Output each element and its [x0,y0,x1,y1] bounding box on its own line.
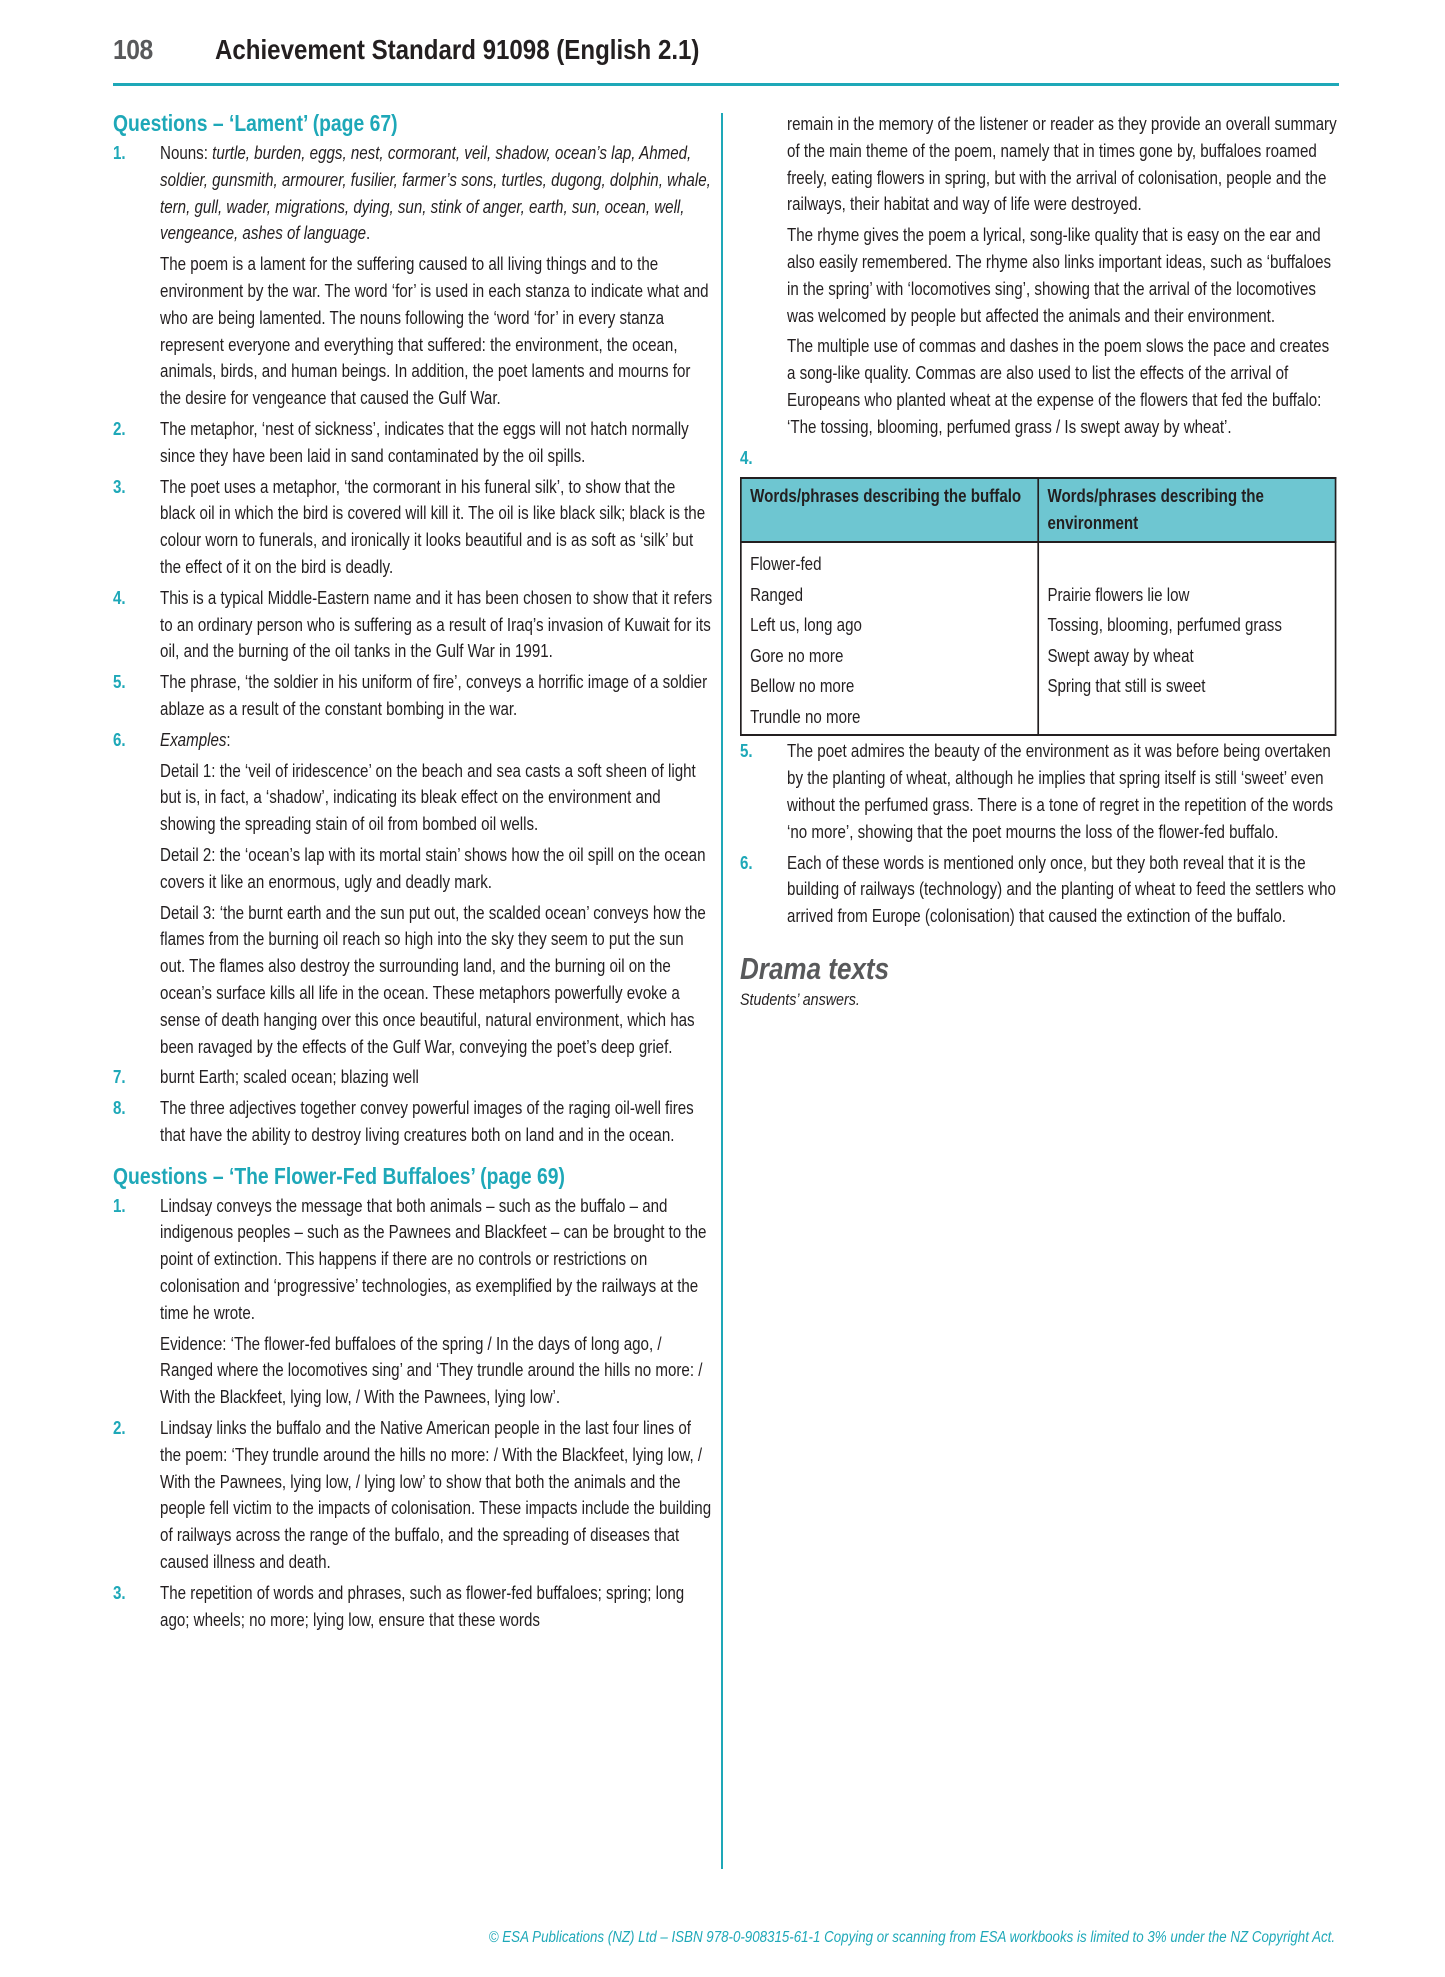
table-entry [1047,549,1326,580]
answer-text: The phrase, ‘the soldier in his uniform of fire’, conveys a horrific image of a soldier ablaze as a result of the constant bombing in the war. [160,672,708,719]
copyright-footer: © ESA Publications (NZ) Ltd – ISBN 978-0-908315-61-1 Copying or scanning from ESA workbooks is limited to 3% under the NZ Copyright Act. [488,1929,1335,1946]
section-title-drama: Drama texts [740,950,890,986]
lament-answer-6 [113,727,713,1061]
table-header-environment: Words/phrases describing the environment [1038,478,1335,542]
table-cell-buffalo [741,542,1038,735]
detail-1: Detail 1: the ‘veil of iridescence’ on the beach and sea casts a soft sheen of light but is, in fact, a ‘shadow’, indicating its bleak effect on the environment and showing the spreading stain of oil from bombed oil wells. [160,760,696,835]
answer-text: The three adjectives together convey powerful images of the raging oil-well fires that have the ability to destroy living creatures both on land and in the ocean. [160,1098,694,1145]
answer-number: 5. [740,741,753,762]
continued-paragraph-3: The multiple use of commas and dashes in the poem slows the pace and creates a song-like quality. Commas are also used to list the effects of the arrival of Europeans who planted wheat at the expense of the flowers that fed the buffalo: ‘The tossing, blooming, perfumed grass / Is swept away by wheat’. [787,336,1330,437]
section-title-lament: Questions – ‘Lament’ (page 67) [113,110,398,136]
examples-label: Examples [160,729,227,750]
answer-number: 4. [740,447,753,468]
answer-paragraph: The poem is a lament for the suffering caused to all living things and to the environment by the war. The word ‘for’ is used in each stanza to indicate what and who are being lamented. The nouns following the ‘word ‘for’ in every stanza represent everyone and everything that suffered: the environment, the ocean, animals, birds, and human beings. In addition, the poet laments and mourns for the desire for vengeance that caused the Gulf War. [160,254,709,409]
table-entry: Trundle no more [750,706,861,727]
buffaloes-answer-3-continued [787,111,1340,441]
table-entry [1047,702,1326,733]
table-entry: Bellow no more [750,676,855,697]
answer-number: 1. [113,143,126,163]
buffaloes-answer-6 [740,850,1340,930]
nouns-lead: Nouns: [160,143,213,163]
table-entry: Ranged [750,584,804,605]
answer-number: 4. [113,587,126,608]
continued-paragraph-1: remain in the memory of the listener or reader as they provide an overall summary of the main theme of the poem, namely that in times gone by, buffaloes roamed freely, eating flowers in spring, but with the arrival of colonisation, people and the railways, their habitat and way of life were destroyed. [787,114,1337,215]
answer-number: 7. [113,1067,126,1088]
table-entry: Tossing, blooming, perfumed grass [1047,615,1282,636]
lament-answer-3 [113,474,713,581]
table-entry: Left us, long ago [750,615,862,636]
nouns-list: turtle, burden, eggs, nest, cormorant, veil, shadow, ocean’s lap, Ahmed, soldier, gunsmith, armourer, fusilier, farmer’s sons, turtles, dugong, dolphin, whale, tern, gull, wader, migrations, dying, sun, stink of anger, earth, sun, ocean, well, vengeance, ashes of language [160,143,711,244]
answer-number: 5. [113,672,126,693]
answer-number: 2. [113,1418,126,1439]
table-cell-environment [1038,542,1335,735]
buffaloes-answer-2 [113,1415,713,1576]
buffaloes-answer-5 [740,738,1340,845]
nouns-tail: . [366,223,371,244]
answer-number: 2. [113,418,126,439]
section-title-buffaloes: Questions – ‘The Flower-Fed Buffaloes’ (page 69) [113,1162,565,1189]
table-entry: Flower-fed [750,554,822,575]
answer-number: 1. [113,1195,126,1216]
table-header-buffalo: Words/phrases describing the buffalo [741,478,1038,542]
table-entry: Swept away by wheat [1047,645,1194,666]
table-entry: Prairie flowers lie low [1047,584,1190,605]
answer-number: 6. [113,729,126,750]
answer-text: The repetition of words and phrases, such as flower-fed buffaloes; spring; long ago; wheels; no more; lying low, ensure that these words [160,1582,685,1630]
buffaloes-answer-4 [740,445,1340,472]
header-divider [113,83,1339,86]
buffaloes-answer-3 [113,1580,713,1634]
buffaloes-answer-1 [113,1193,713,1411]
lament-answer-1 [113,140,713,412]
answer-number: 3. [113,476,126,497]
table-entry: Gore no more [750,645,844,666]
lament-answer-7 [113,1064,713,1091]
continued-paragraph-2: The rhyme gives the poem a lyrical, song-like quality that is easy on the ear and also easily remembered. The rhyme also links important ideas, such as ‘buffaloes in the spring’ with ‘locomotives sing’, showing that the arrival of the locomotives was welcomed by people but affected the animals and their environment. [787,225,1332,326]
answer-text: burnt Earth; scaled ocean; blazing well [160,1067,419,1088]
answer-number: 3. [113,1582,126,1603]
right-column [740,111,1340,1012]
page-title: Achievement Standard 91098 (English 2.1) [215,34,700,65]
page-number: 108 [113,34,153,65]
answer-text: Lindsay links the buffalo and the Native American people in the last four lines of the poem: ‘They trundle around the hills no more: / With the Blackfeet, lying low, / With the Pawnees, lying low, / lying low’ to show that both the animals and the people fell victim to the impacts of colonisation. These impacts include the building of railways across the range of the buffalo, and the spreading of diseases that caused illness and death. [160,1418,712,1573]
lament-answer-5 [113,669,713,723]
lament-answer-2 [113,416,713,470]
examples-colon: : [226,729,231,750]
drama-subtitle: Students’ answers. [740,989,860,1009]
detail-2: Detail 2: the ‘ocean’s lap with its mortal stain’ shows how the oil spill on the ocean covers it like an enormous, ugly and deadly mark. [160,844,706,892]
answer-text: This is a typical Middle-Eastern name and it has been chosen to show that it refers to an ordinary person who is suffering as a result of Iraq’s invasion of Kuwait for its oil, and the burning of the oil tanks in the Gulf War in 1991. [160,587,713,662]
answer-text: Lindsay conveys the message that both animals – such as the buffalo – and indigenous peoples – such as the Pawnees and Blackfeet – can be brought to the point of extinction. This happens if there are no controls or restrictions on colonisation and ‘progressive’ technologies, as exemplified by the railways at the time he wrote. [160,1195,707,1323]
answer-number: 8. [113,1098,126,1119]
answer-text: The poet admires the beauty of the environment as it was before being overtaken by the planting of wheat, although he implies that spring itself is still ‘sweet’ even without the perfumed grass. There is a tone of regret in the repetition of the words ‘no more’, showing that the poet mourns the loss of the flower-fed buffalo. [787,741,1334,842]
lament-answer-4 [113,585,713,665]
answer-text: The poet uses a metaphor, ‘the cormorant in his funeral silk’, to show that the black oil in which the bird is covered will kill it. The oil is like black silk; black is the colour worn to funerals, and ironically it looks beautiful and is as soft as ‘silk’ but the effect of it on the bird is deadly. [160,476,706,577]
answer-text: Each of these words is mentioned only once, but they both reveal that it is the building of railways (technology) and the planting of wheat to feed the settlers who arrived from Europe (colonisation) that caused the extinction of the buffalo. [787,852,1336,927]
answer-number: 6. [740,852,753,873]
table-entry: Spring that still is sweet [1047,676,1206,697]
words-phrases-table [740,477,1336,736]
column-divider [721,113,723,1869]
evidence-text: Evidence: ‘The flower-fed buffaloes of the spring / In the days of long ago, / Ranged where the locomotives sing’ and ‘They trundle around the hills no more: / With the Blackfeet, lying low, / With the Pawnees, lying low’. [160,1333,703,1408]
left-column [113,108,713,1637]
lament-answer-8 [113,1095,713,1149]
answer-text: The metaphor, ‘nest of sickness’, indicates that the eggs will not hatch normally since they have been laid in sand contaminated by the oil spills. [160,418,689,466]
detail-3: Detail 3: ‘the burnt earth and the sun put out, the scalded ocean’ conveys how the flames from the burning oil reach so high into the sky they seem to put the sun out. The flames also destroy the surrounding land, and the burning oil on the ocean’s surface kills all life in the ocean. These metaphors powerfully evoke a sense of death hanging over this once beautiful, natural environment, which has been ravaged by the effects of the Gulf War, conveying the poet’s deep grief. [160,902,706,1057]
